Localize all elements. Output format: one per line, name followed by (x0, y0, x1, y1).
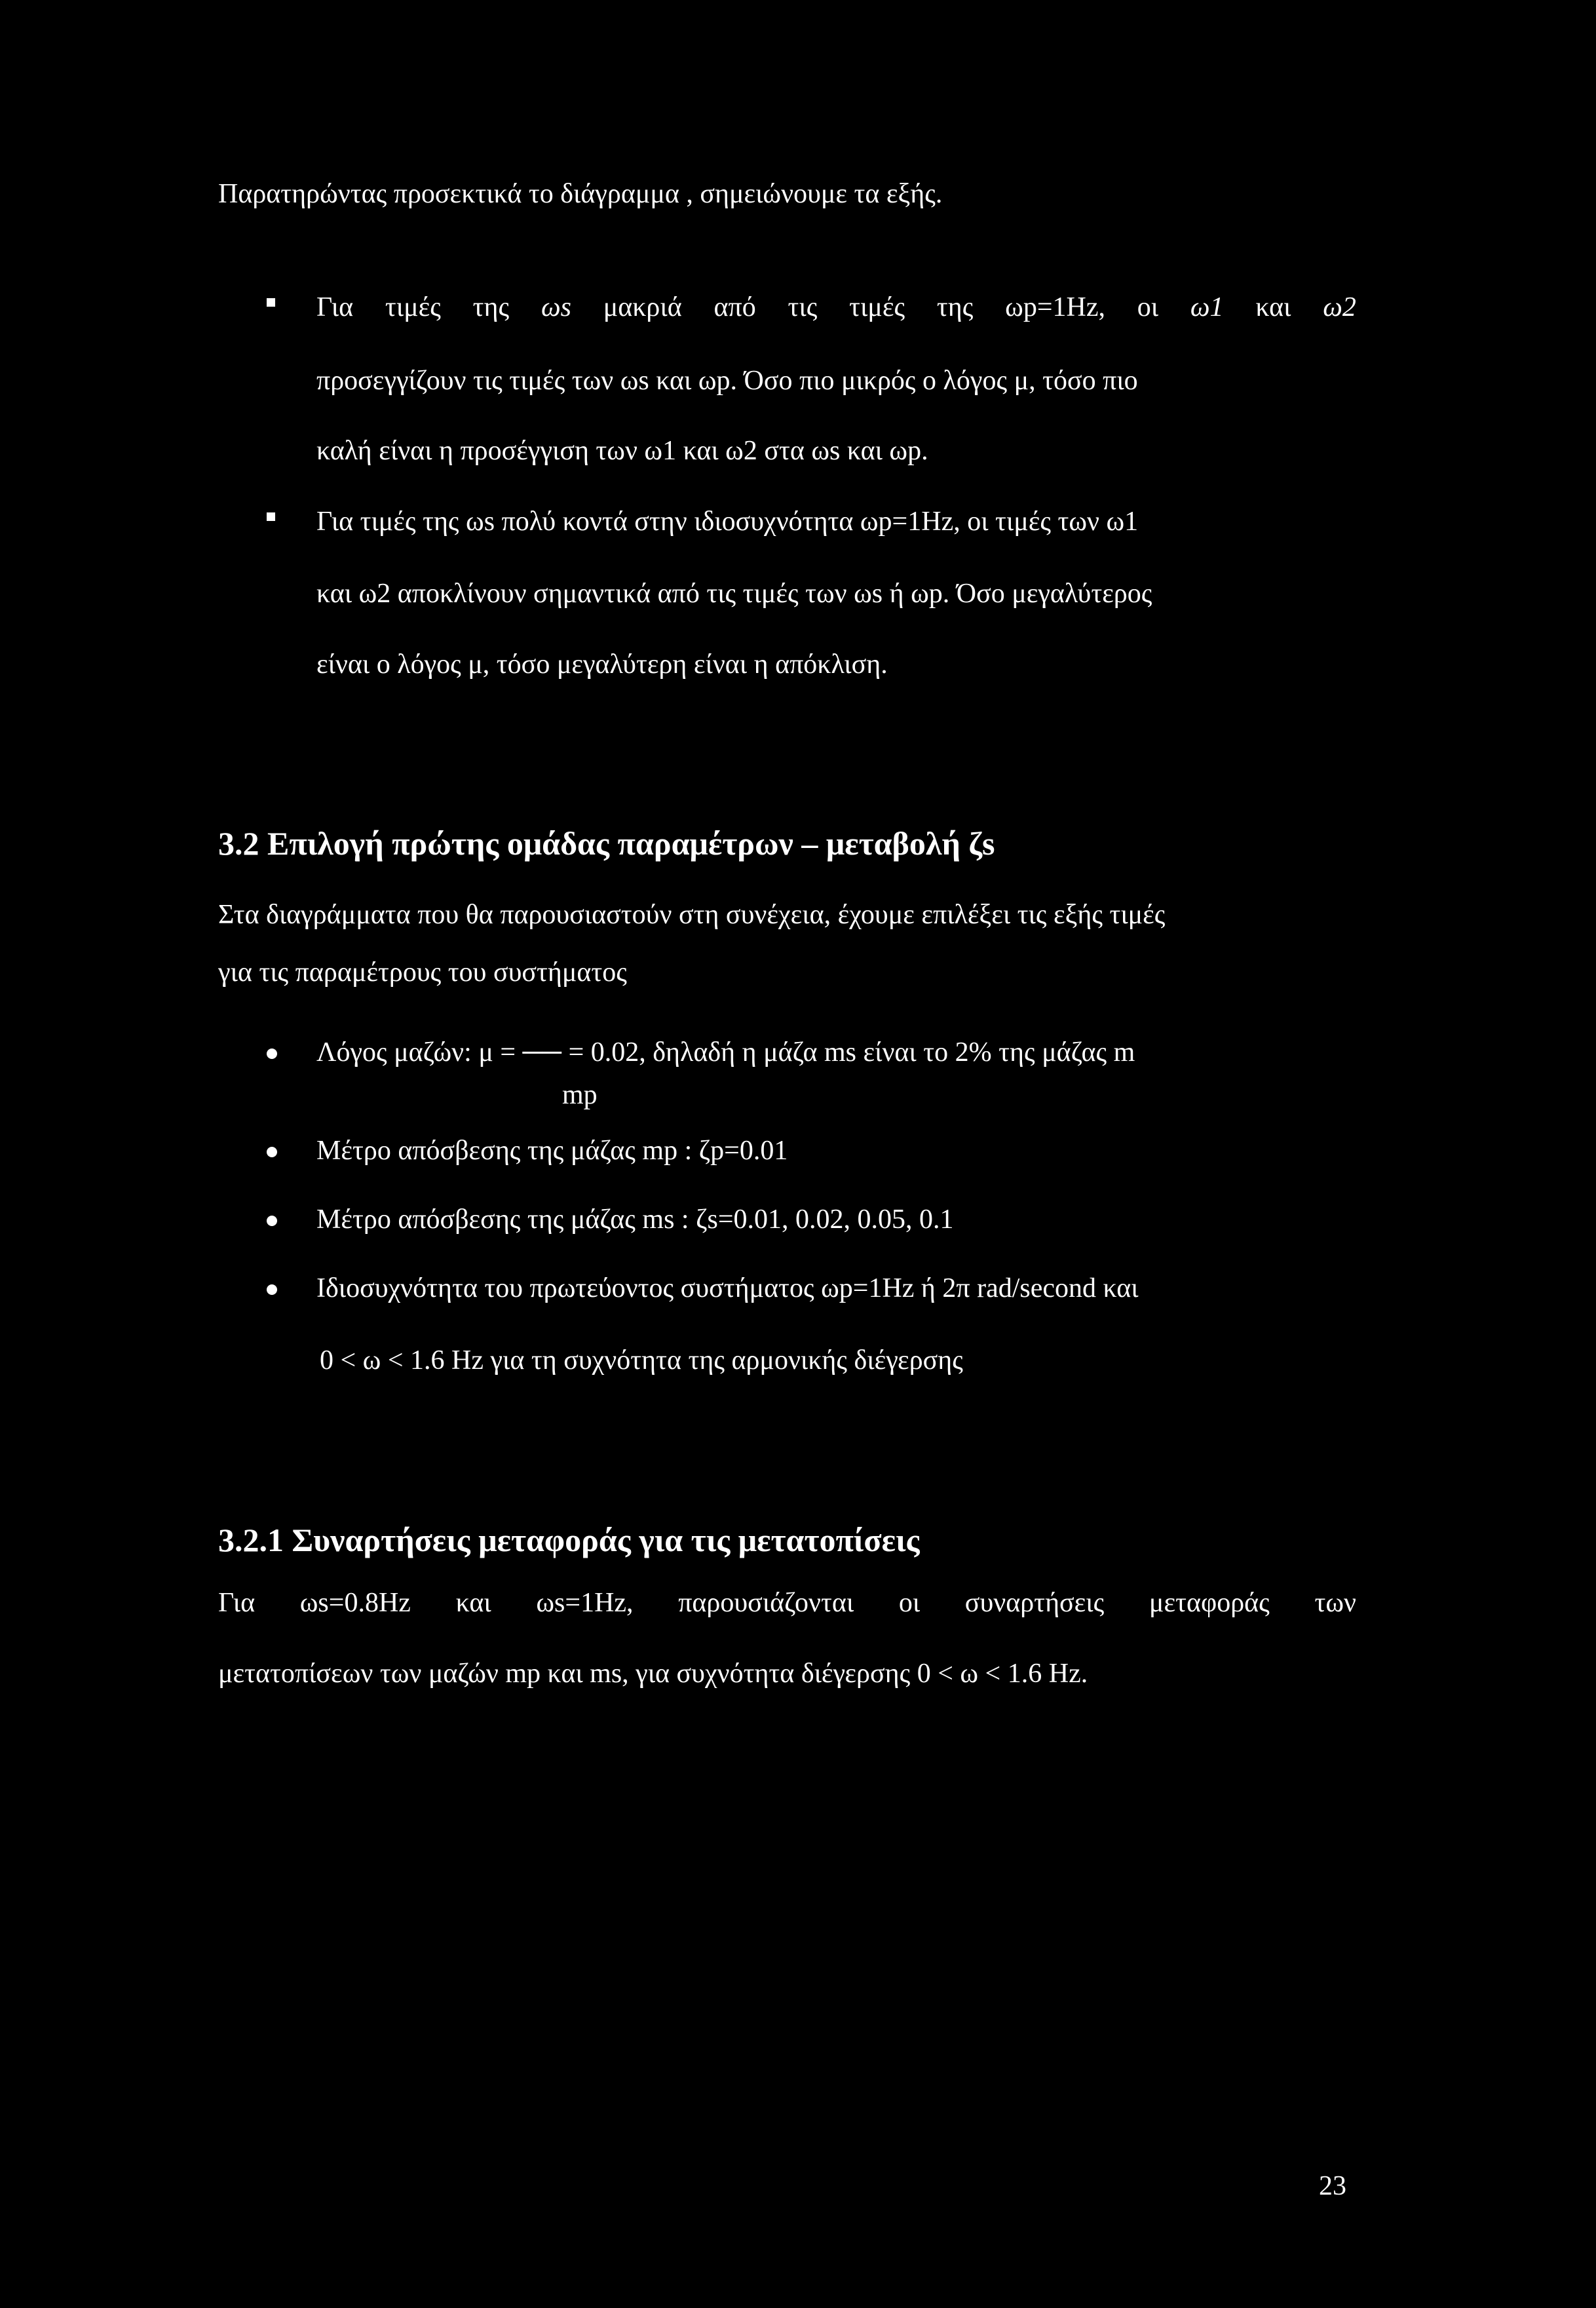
bullet-1-line-1: Για τιμές της ωs μακριά από τις τιμές της ωp=1Hz, οι ω1 και ω2 (316, 292, 1356, 322)
bullet-dot-icon (267, 1048, 277, 1059)
subsection-paragraph-line-2: μετατοπίσεων των μαζών mp και ms, για συχνότητα διέγερσης 0 < ω < 1.6 Hz. (218, 1659, 1088, 1689)
bullet-2-line-3: είναι ο λόγος μ, τόσο μεγαλύτερη είναι η απόκλιση. (316, 649, 888, 680)
square-bullet-icon (267, 512, 275, 521)
bullet-2-line-2: και ω2 αποκλίνουν σημαντικά από τις τιμές των ωs ή ωp. Όσο μεγαλύτερος (316, 579, 1152, 609)
bullet-dot-icon (267, 1147, 277, 1157)
bullet-2-line-1: Για τιμές της ωs πολύ κοντά στην ιδιοσυχνότητα ωp=1Hz, οι τιμές των ω1 (316, 507, 1139, 537)
param-damping-secondary: Μέτρο απόσβεσης της μάζας ms : ζs=0.01, 0.02, 0.05, 0.1 (316, 1204, 954, 1235)
square-bullet-icon (267, 298, 275, 307)
param-natural-frequency-line-1: Ιδιοσυχνότητα του πρωτεύοντος συστήματος ωp=1Hz ή 2π rad/second και (316, 1273, 1139, 1303)
bullet-1-line-2: προσεγγίζουν τις τιμές των ωs και ωp. Όσο πιο μικρός ο λόγος μ, τόσο πιο (316, 366, 1138, 396)
param-mass-ratio-denominator: mp (562, 1080, 598, 1110)
subsection-paragraph-line-1: Για ωs=0.8Hz και ωs=1Hz, παρουσιάζονται οι συναρτήσεις μεταφοράς των (218, 1588, 1356, 1618)
bullet-1-line-3: καλή είναι η προσέγγιση των ω1 και ω2 στα ωs και ωp. (316, 436, 928, 466)
subsection-heading: 3.2.1 Συναρτήσεις μεταφοράς για τις μετατοπίσεις (218, 1522, 920, 1558)
param-damping-primary: Μέτρο απόσβεσης της μάζας mp : ζp=0.01 (316, 1136, 788, 1166)
bullet-dot-icon (267, 1284, 277, 1295)
section-heading: 3.2 Επιλογή πρώτης ομάδας παραμέτρων – μεταβολή ζs (218, 825, 995, 862)
section-paragraph-line-2: για τις παραμέτρους του συστήματος (218, 957, 627, 988)
intro-paragraph: Παρατηρώντας προσεκτικά το διάγραμμα , σημειώνουμε τα εξής. (218, 179, 943, 209)
bullet-dot-icon (267, 1216, 277, 1226)
param-natural-frequency-line-2: 0 < ω < 1.6 Hz για τη συχνότητα της αρμονικής διέγερσης (320, 1345, 963, 1375)
section-paragraph-line-1: Στα διαγράμματα που θα παρουσιαστούν στη συνέχεια, έχουμε επιλέξει τις εξής τιμές (218, 900, 1166, 930)
param-mass-ratio: Λόγος μαζών: μ = ── = 0.02, δηλαδή η μάζα ms είναι το 2% της μάζας m (316, 1037, 1135, 1067)
page-number: 23 (1319, 2171, 1346, 2201)
